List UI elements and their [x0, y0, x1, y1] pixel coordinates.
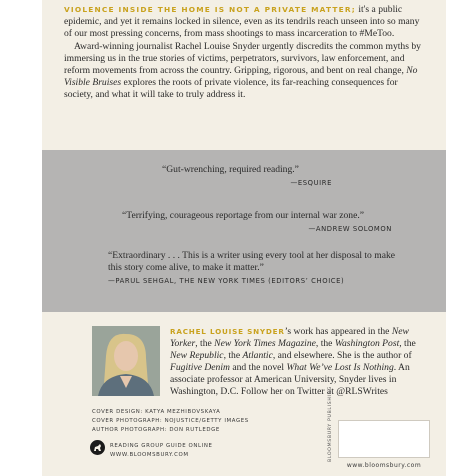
credit-line: COVER PHOTOGRAPH: NOJUSTICE/GETTY IMAGES	[92, 418, 249, 424]
blurb-text-1: it's a public epidemic, and yet it remains locked in silence, even as its tendrils reach unseen into so many of our most pressing concerns, from mass shootings to mass incarceration to #MeToo.	[64, 4, 420, 40]
blurb-text-2b: explores the roots of private violence, its far-reaching consequences for society, and what it will take to truly address it.	[64, 77, 398, 101]
author-name: RACHEL LOUISE SNYDER	[170, 327, 285, 336]
quote-text: “Extraordinary . . . This is a writer using every tool at her disposal to make this story come alive, to make it matter.”	[108, 250, 396, 273]
quote-attribution: —ANDREW SOLOMON	[308, 225, 392, 233]
credit-line: COVER DESIGN: KATYA MEZHIBOVSKAYA	[92, 409, 221, 415]
bio-text: , the	[195, 338, 215, 350]
bio-text: , the	[223, 350, 243, 362]
book-title: No Visible Bruises	[64, 65, 418, 89]
credit-line: AUTHOR PHOTOGRAPH: DON RUTLEDGE	[92, 427, 220, 433]
quote-text: “Gut-wrenching, required reading.”	[162, 164, 299, 175]
publisher-website: www.bloomsbury.com	[346, 462, 422, 469]
reading-group-url: WWW.BLOOMSBURY.COM	[110, 452, 189, 458]
reading-group-line: READING GROUP GUIDE ONLINE	[110, 443, 213, 449]
publication-name: New Republic	[170, 350, 224, 362]
bio-text: , and elsewhere. She is the author of	[272, 350, 412, 362]
review-quote-2	[122, 210, 392, 235]
barcode-box	[338, 420, 430, 458]
blurb-paragraph-2	[64, 41, 426, 102]
quote-attribution: —PARUL SEHGAL, THE NEW YORK TIMES (EDITORS’ CHOICE)	[108, 277, 345, 285]
bio-text: , the	[399, 338, 416, 350]
bio-text: ’s work has appeared in the	[284, 326, 392, 337]
bio-text: and the novel	[229, 362, 287, 374]
publication-name: Atlantic	[242, 350, 273, 362]
quote-text: “Terrifying, courageous reportage from our internal war zone.”	[122, 210, 364, 221]
bloomsbury-dog-logo-icon	[90, 440, 105, 455]
description-blurb	[64, 4, 426, 102]
dog-icon	[90, 440, 105, 455]
publisher-name-vertical: BLOOMSBURY PUBLISHING	[328, 386, 333, 462]
author-bio	[170, 326, 430, 399]
author-photo	[92, 326, 160, 396]
blurb-paragraph-1	[64, 4, 426, 41]
back-cover	[42, 0, 446, 476]
book-name: What We’ve Lost Is Nothing	[286, 362, 394, 374]
publication-name: Washington Post	[334, 338, 400, 350]
book-name: Fugitive Denim	[170, 362, 230, 374]
reading-group-info	[110, 442, 212, 460]
review-quote-1	[162, 164, 332, 189]
publication-name: New York Times Magazine	[214, 338, 316, 350]
blurb-lead: VIOLENCE INSIDE THE HOME IS NOT A PRIVATE MATTER;	[64, 5, 356, 14]
publication-name: New Yorker	[170, 326, 409, 350]
review-quote-3	[108, 250, 408, 287]
bio-text: , the	[315, 338, 335, 350]
quote-attribution: —ESQUIRE	[290, 179, 332, 187]
review-quotes-band	[42, 150, 446, 312]
bio-text: . An associate professor at American University, Snyder lives in Washington, D.C. Follow her on Twitter at @RLSWrites	[170, 362, 410, 398]
blurb-text-2a: Award-winning journalist Rachel Louise Snyder urgently discredits the common myths by immersing us in the true stories of victims, perpetrators, survivors, law enforcement, and reform movements from across the country. Gripping, rigorous, and bent on real change,	[64, 40, 421, 77]
cover-credits	[92, 408, 252, 435]
author-portrait-illustration	[92, 326, 160, 396]
